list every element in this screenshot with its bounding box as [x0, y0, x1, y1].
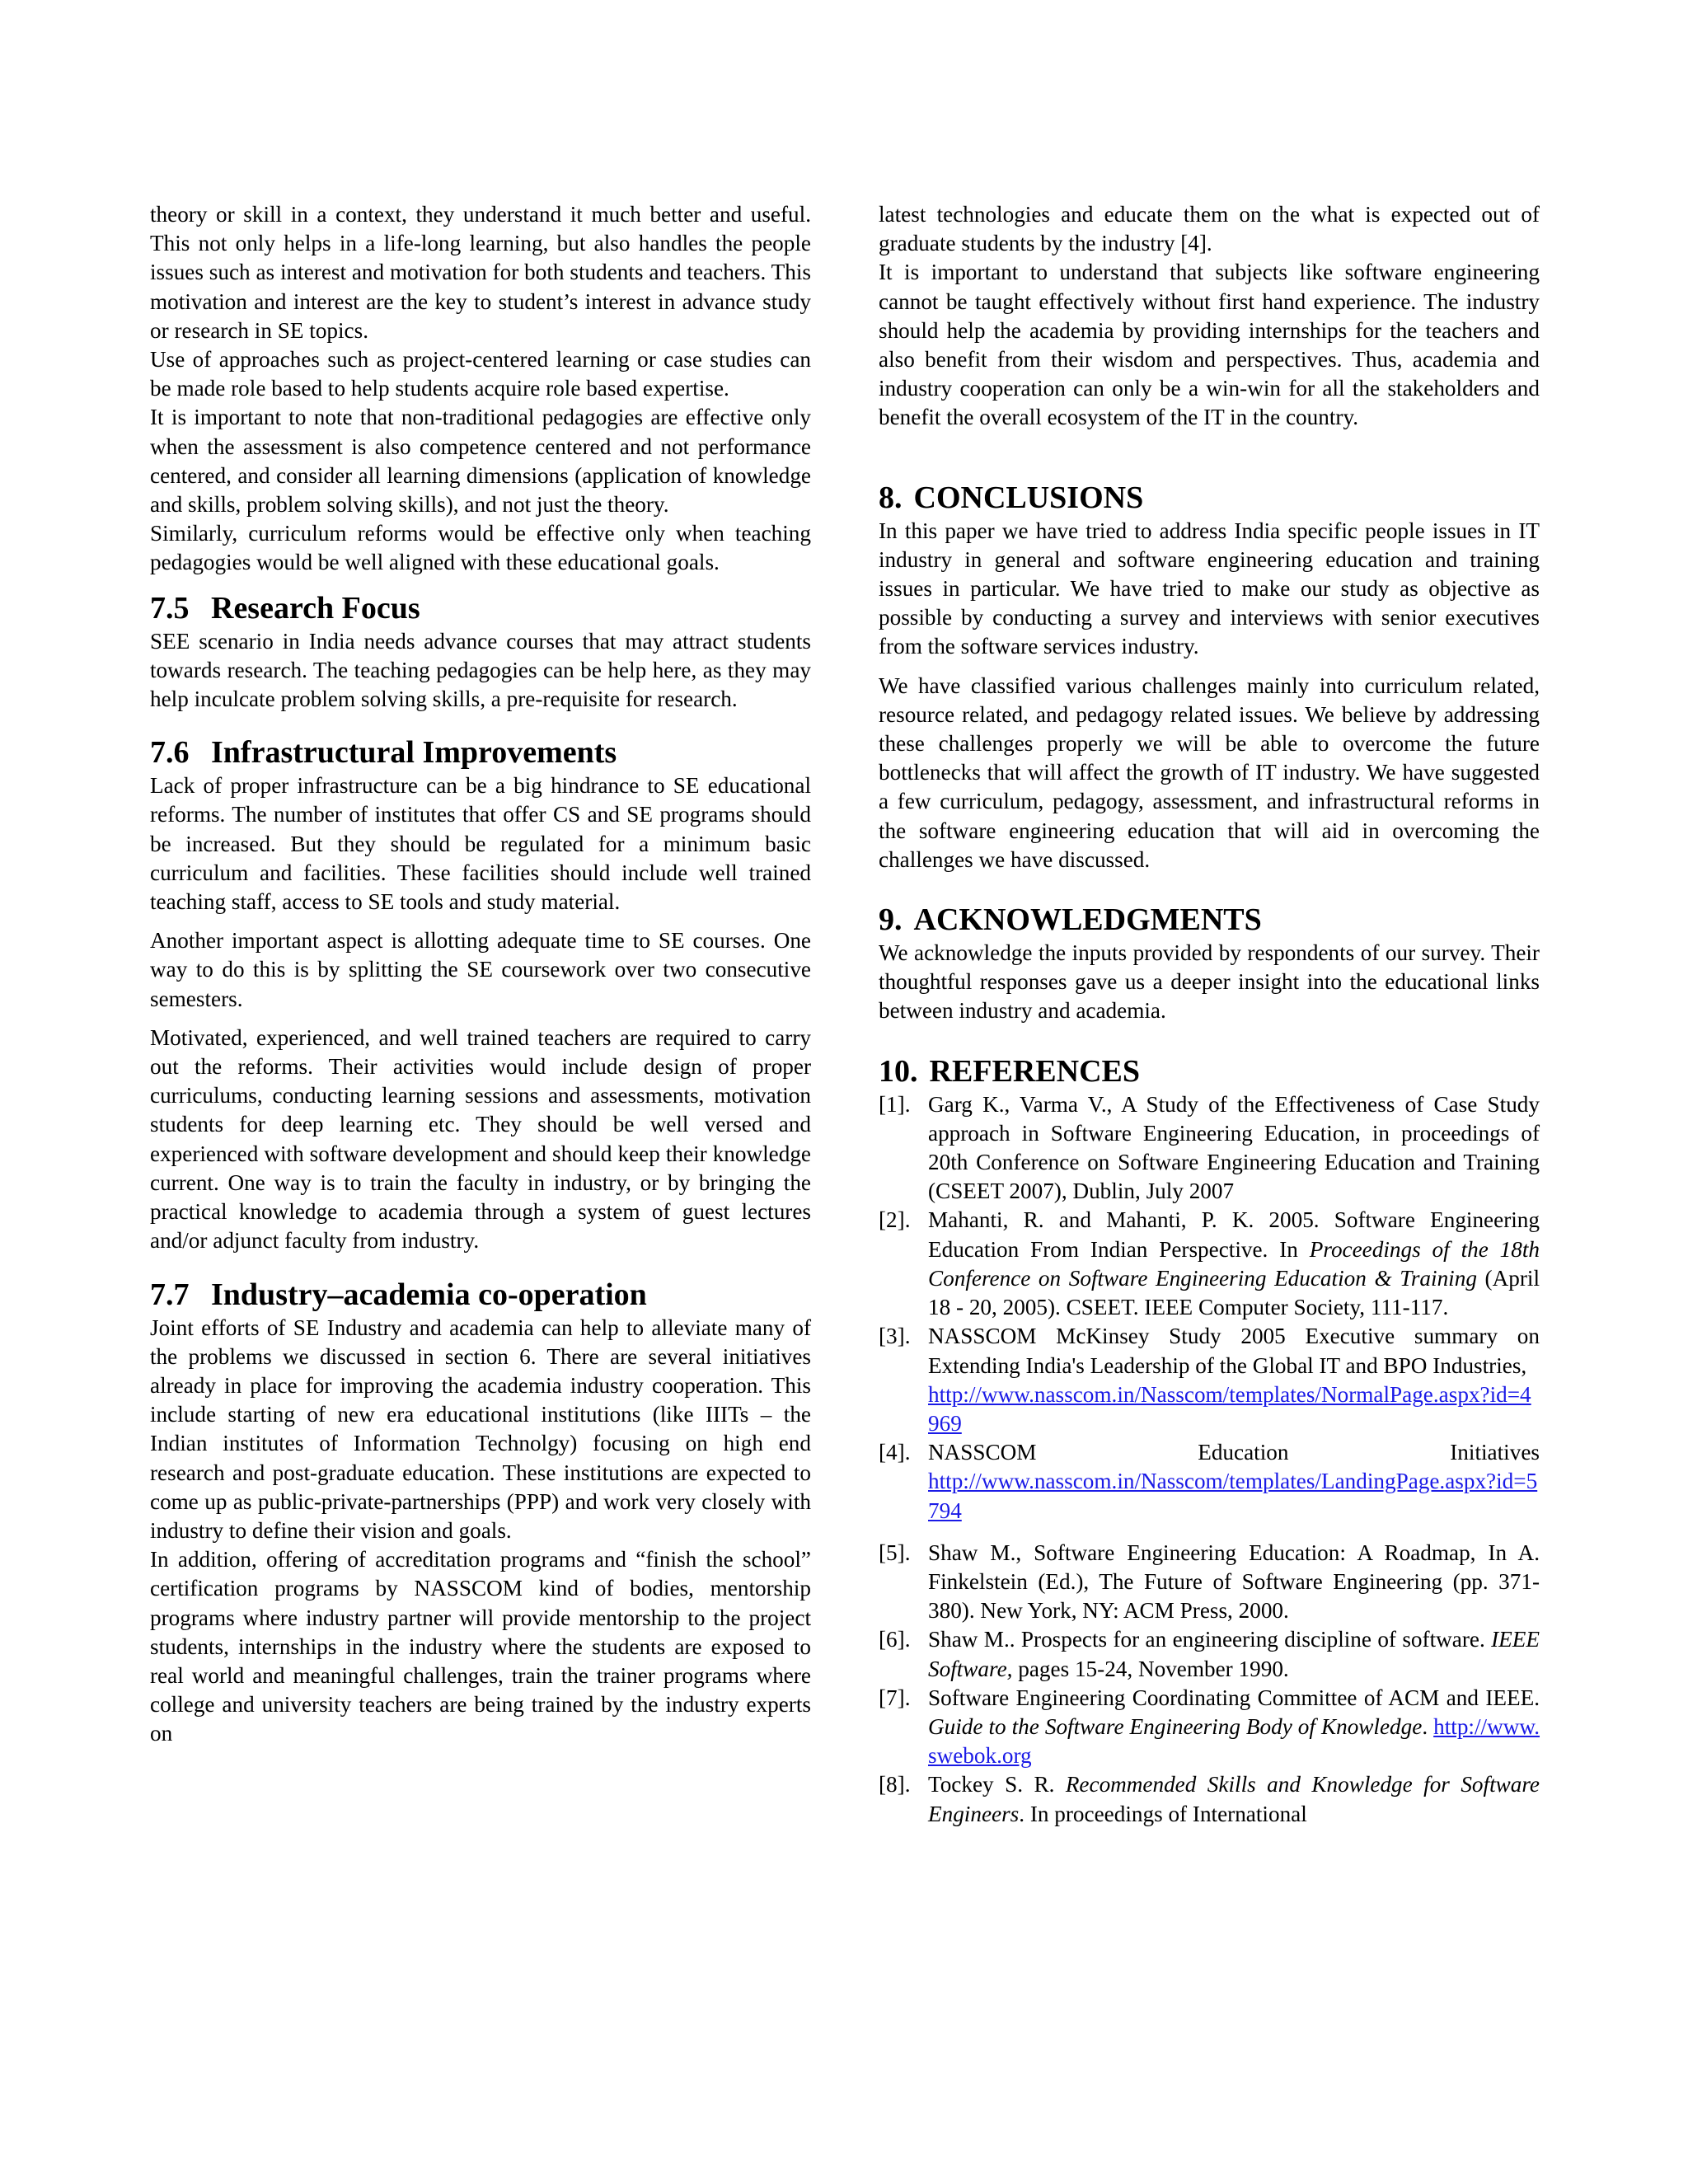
reference-text: Mahanti, R. and Mahanti, P. K. 2005. Software Engineering Education From Indian Perspective. In — [928, 1207, 1540, 1262]
reference-link[interactable]: http://www.nasscom.in/Nasscom/templates/NormalPage.aspx?id=4969 — [928, 1381, 1531, 1436]
section-heading-7-5 — [150, 589, 811, 627]
paragraph: It is important to understand that subjects like software engineering cannot be taught effectively without first hand experience. The industry should help the academia by providing internships for the teachers and also benefit from their wisdom and perspectives. Thus, academia and industry cooperation can only be a win-win for all the stakeholders and benefit the overall ecosystem of the IT in the country. — [879, 260, 1540, 430]
paragraph: theory or skill in a context, they understand it much better and useful. This not only helps in a life-long learning, but also handles the people issues such as interest and motivation for both students and teachers. This motivation and interest are the key to student’s interest in advance study or research in SE topics. — [150, 202, 811, 343]
reference-number: [7]. — [879, 1685, 911, 1710]
section-number: 7.7 — [150, 1277, 190, 1312]
reference-number: [8]. — [879, 1772, 911, 1797]
reference-item — [879, 1625, 1540, 1683]
reference-venue: Guide to the Software Engineering Body of Knowledge — [928, 1713, 1423, 1739]
reference-text: (April 18 - 20, 2005). CSEET. IEEE Computer Society, 111-117. — [928, 1265, 1540, 1320]
reference-item — [879, 1539, 1540, 1626]
reference-text: . — [1422, 1713, 1434, 1739]
reference-item — [879, 1438, 1540, 1526]
reference-venue: IEEE Software, — [928, 1627, 1540, 1681]
paragraph: In addition, offering of accreditation programs and “finish the school” certification programs by NASSCOM kind of bodies, mentorship programs where industry partner will provide mentorship to the project students, internships in the industry where the students are exposed to real world and meaningful challenges, train the trainer programs where college and university teachers are being trained by the industry experts on — [150, 1547, 811, 1746]
paragraph: We have classified various challenges mainly into curriculum related, resource related, and pedagogy related issues. We believe by addressing these challenges properly we will be able to overcome the future bottlenecks that will affect the growth of IT industry. We have suggested a few curriculum, pedagogy, assessment, and infrastructural reforms in the software engineering education that will aid in overcoming the challenges we have discussed. — [879, 673, 1540, 872]
right-column — [879, 200, 1540, 1829]
paragraph: Lack of proper infrastructure can be a big hindrance to SE educational reforms. The number of institutes that offer CS and SE programs should be increased. But they should be regulated for a minimum basic curriculum and facilities. These facilities should include well trained teaching staff, access to SE tools and study material. — [150, 773, 811, 915]
reference-item — [879, 1770, 1540, 1828]
reference-item — [879, 1684, 1540, 1771]
paragraph: We acknowledge the inputs provided by respondents of our survey. Their thoughtful responses gave us a deeper insight into the educational links between industry and academia. — [879, 940, 1540, 1024]
paragraph: Another important aspect is allotting adequate time to SE courses. One way to do this is by splitting the SE coursework over two consecutive semesters. — [150, 928, 811, 1011]
reference-text: Education — [1198, 1440, 1289, 1465]
section-heading-conclusions — [879, 479, 1540, 517]
reference-number: [3]. — [879, 1324, 911, 1349]
section-number: 10. — [879, 1053, 918, 1089]
paragraph: In this paper we have tried to address India specific people issues in IT industry in general and software engineering education and training issues in particular. We have tried to make our study as objective as possible by conducting a survey and interviews with senior executives from the software services industry. — [879, 518, 1540, 659]
paragraph: SEE scenario in India needs advance courses that may attract students towards research. The teaching pedagogies can be help here, as they may help inculcate problem solving skills, a pre-requisite for research. — [150, 628, 811, 712]
section-title: Infrastructural Improvements — [211, 735, 617, 771]
section-title: REFERENCES — [929, 1053, 1140, 1089]
paragraph: Use of approaches such as project-centered learning or case studies can be made role based to help students acquire role based expertise. — [150, 347, 811, 401]
reference-text: Tockey S. R. — [928, 1772, 1066, 1797]
section-number: 9. — [879, 902, 903, 938]
reference-text: Software Engineering Coordinating Committee of ACM and IEEE. — [928, 1685, 1540, 1710]
paragraph: Similarly, curriculum reforms would be effective only when teaching pedagogies would be well aligned with these educational goals. — [150, 521, 811, 575]
reference-link[interactable]: http://www.nasscom.in/Nasscom/templates/LandingPage.aspx?id=5794 — [928, 1469, 1538, 1523]
reference-list — [879, 1090, 1540, 1829]
section-number: 7.6 — [150, 735, 190, 771]
paragraph: Motivated, experienced, and well trained teachers are required to carry out the reforms. Their activities would include design of proper curriculums, conducting learning sessions and assessments, motivation students for deep learning etc. They should be well versed and experienced with software development and should keep their knowledge current. One way is to train the faculty in industry, or by bringing the practical knowledge to academia through a system of guest lectures and/or adjunct faculty from industry. — [150, 1024, 811, 1254]
reference-link[interactable]: http://www.swebok.org — [928, 1713, 1540, 1769]
reference-number: [2]. — [879, 1207, 911, 1233]
left-column — [150, 200, 811, 1749]
reference-item — [879, 1090, 1540, 1207]
reference-item — [879, 1322, 1540, 1438]
reference-number: [5]. — [879, 1540, 911, 1565]
reference-number: [6]. — [879, 1627, 911, 1652]
reference-venue: Proceedings of the 18th Conference on Software Engineering Education & Training — [928, 1236, 1540, 1291]
reference-text: Shaw M.. Prospects for an engineering discipline of software. — [928, 1627, 1492, 1652]
reference-text: Initiatives — [1450, 1440, 1540, 1465]
reference-text: NASSCOM — [928, 1440, 1037, 1465]
section-heading-acknowledgments — [879, 901, 1540, 939]
paragraph: Joint efforts of SE Industry and academia can help to alleviate many of the problems we discussed in section 6. There are several initiatives already in place for improving the academia industry cooperation. This include starting of new era educational institutions (like IIITs – the Indian institutes of Information Technolgy) focusing on high end research and post-graduate education. These institutions are expected to come up as public-private-partnerships (PPP) and work very closely with industry to define their vision and goals. — [150, 1315, 811, 1543]
section-title: CONCLUSIONS — [913, 480, 1144, 515]
reference-item — [879, 1206, 1540, 1322]
section-heading-7-7 — [150, 1276, 811, 1314]
section-heading-references — [879, 1052, 1540, 1090]
section-number: 8. — [879, 480, 903, 515]
section-number: 7.5 — [150, 590, 190, 626]
section-title: Research Focus — [211, 590, 420, 626]
paragraph: latest technologies and educate them on the what is expected out of graduate students by the industry [4]. — [879, 202, 1540, 256]
paragraph: It is important to note that non-traditional pedagogies are effective only when the assessment is also competence centered and not performance centered, and consider all learning dimensions (application of knowledge and skills, problem solving skills), and not just the theory. — [150, 405, 811, 518]
reference-text: Shaw M., Software Engineering Education: A Roadmap, In A. Finkelstein (Ed.), The Future of Software Engineering (pp. 371-380). New York, NY: ACM Press, 2000. — [928, 1540, 1540, 1624]
section-title: Industry–academia co-operation — [211, 1277, 647, 1312]
section-heading-7-6 — [150, 733, 811, 771]
reference-number: [1]. — [879, 1091, 911, 1117]
reference-number: [4]. — [879, 1440, 911, 1465]
reference-text: Garg K., Varma V., A Study of the Effectiveness of Case Study approach in Software Engineering Education, in proceedings of 20th Conference on Software Engineering Education and Training (CSEET 2007), Dublin, July 2007 — [928, 1091, 1540, 1204]
reference-venue: Recommended Skills and Knowledge for Software Engineers — [928, 1772, 1540, 1826]
reference-text: NASSCOM McKinsey Study 2005 Executive summary on Extending India's Leadership of the Global IT and BPO Industries, — [928, 1324, 1540, 1378]
section-title: ACKNOWLEDGMENTS — [913, 902, 1262, 938]
reference-text: pages 15-24, November 1990. — [1012, 1656, 1289, 1681]
reference-text: . In proceedings of International — [1019, 1801, 1307, 1826]
